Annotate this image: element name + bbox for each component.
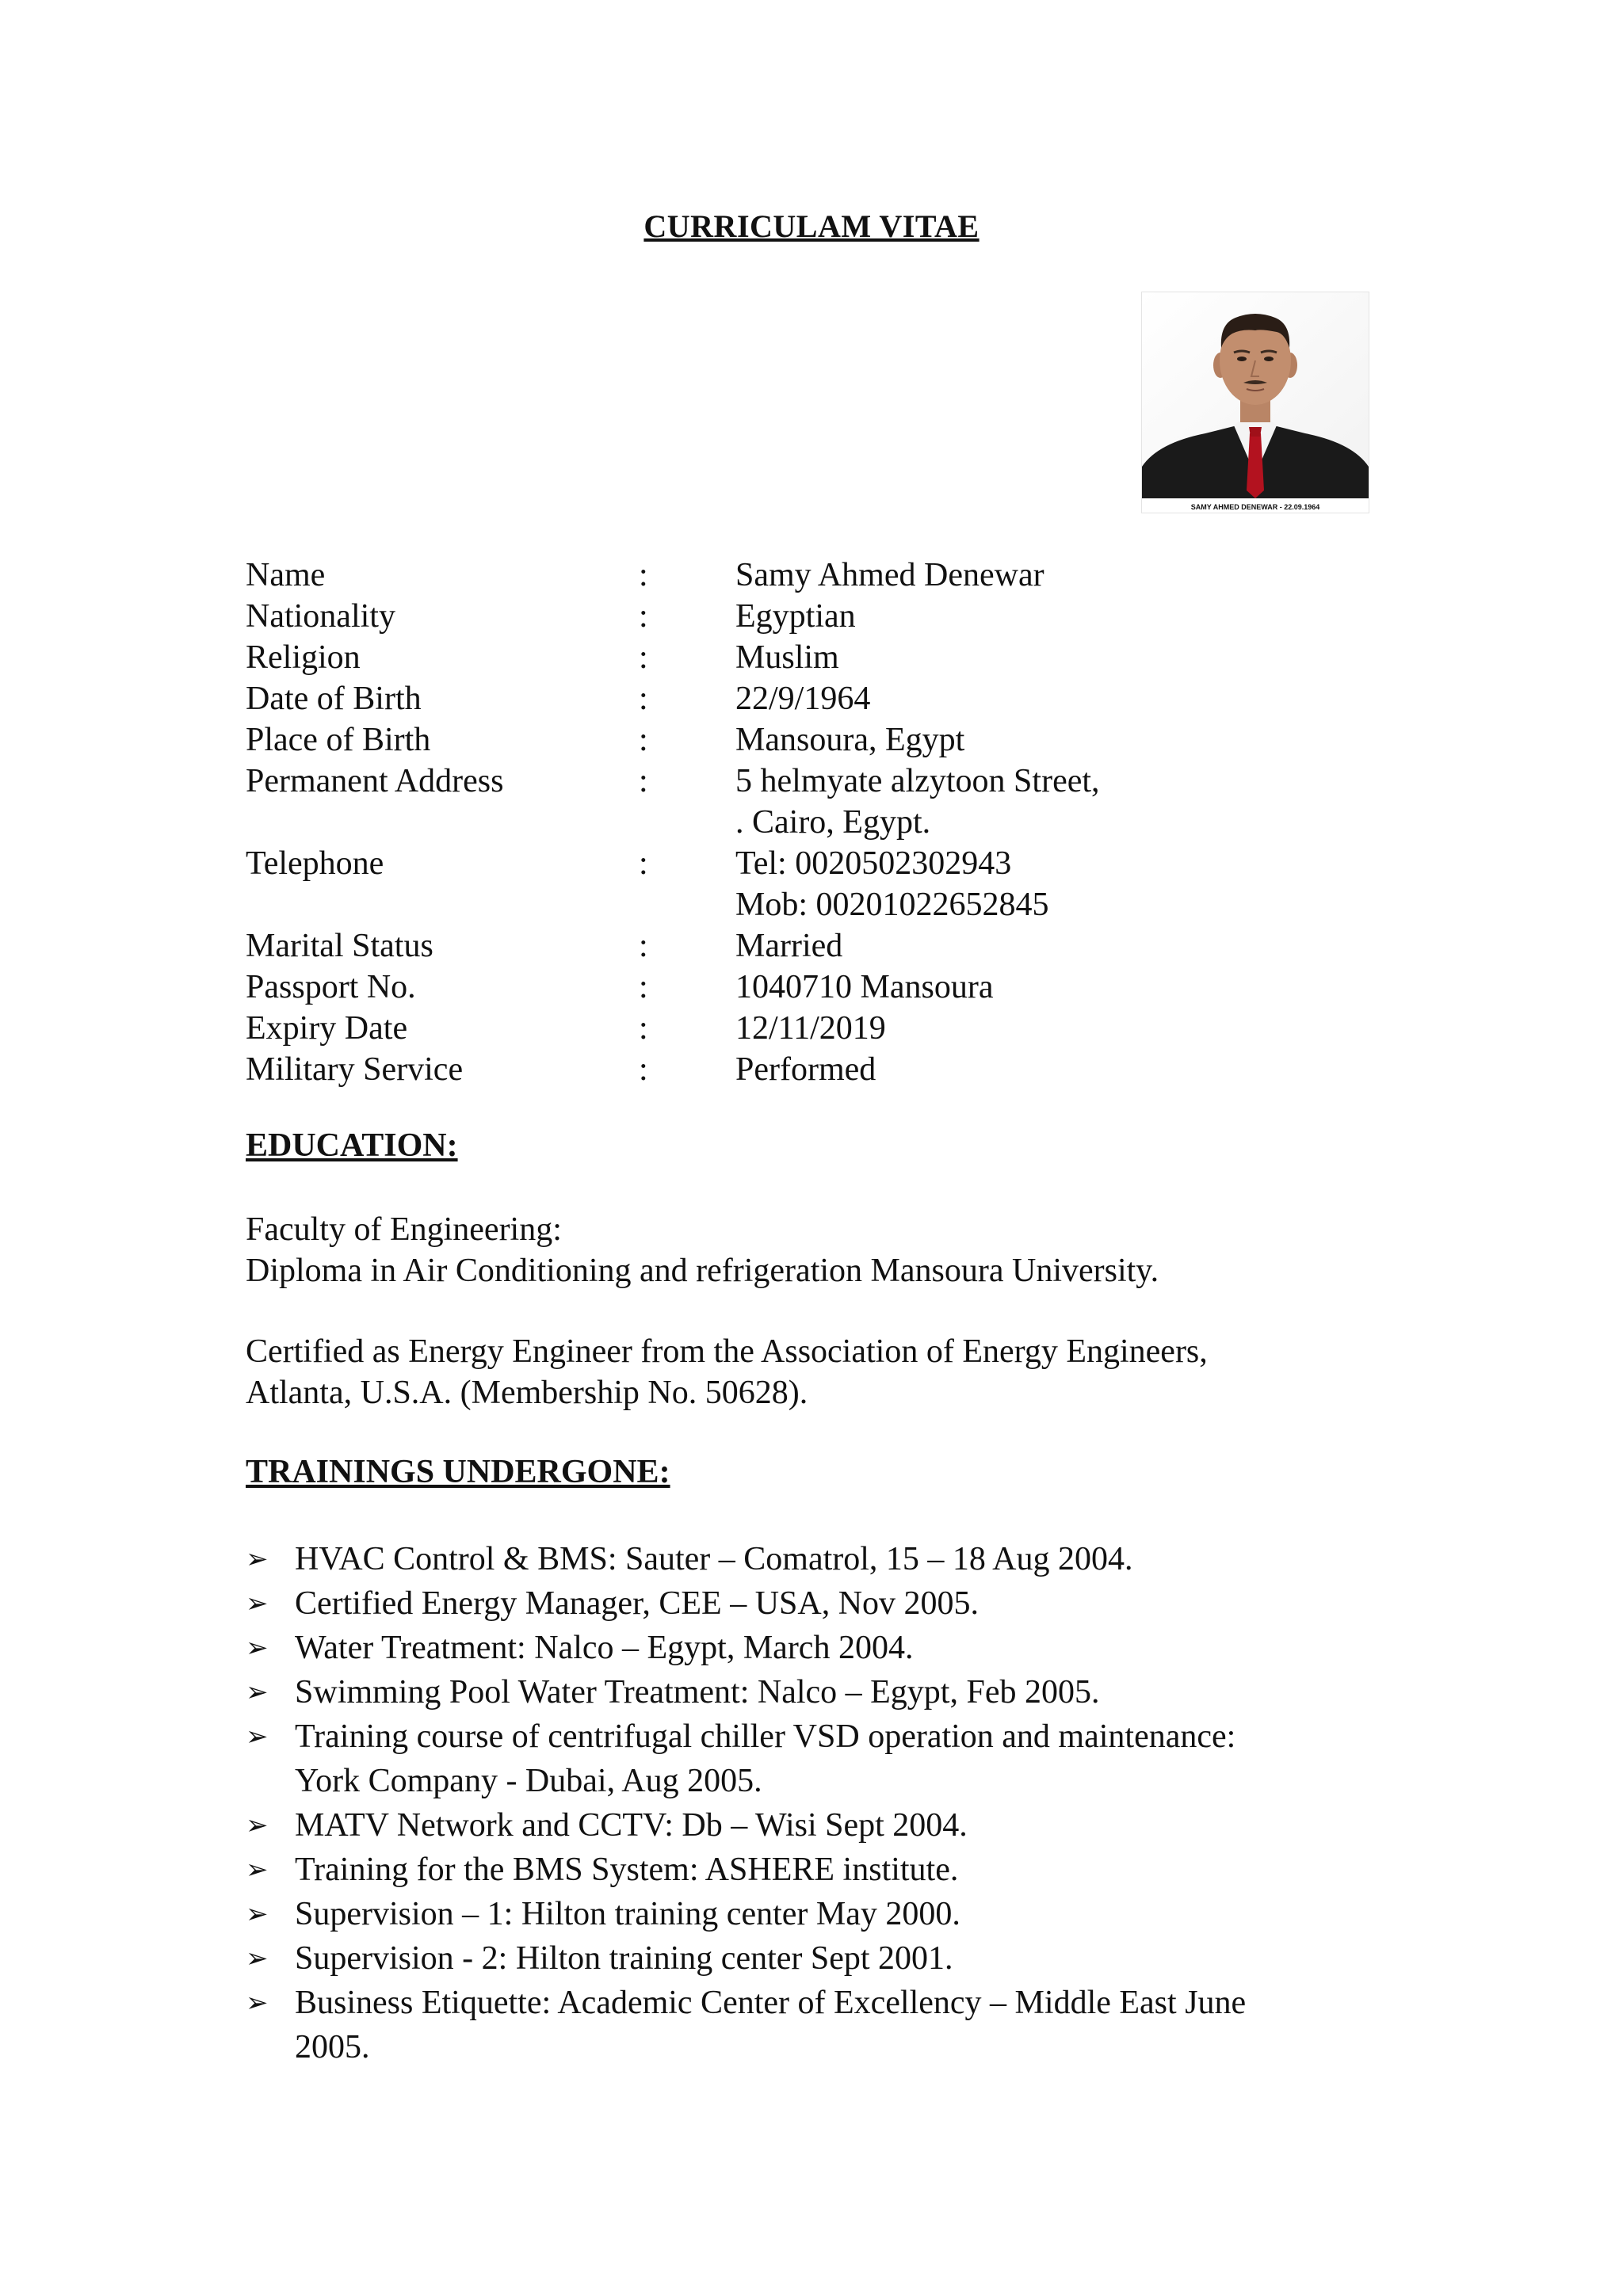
training-item xyxy=(246,1626,1379,1670)
detail-value xyxy=(735,637,1395,678)
training-line: Certified Energy Manager, CEE – USA, Nov 2005. xyxy=(295,1585,980,1622)
detail-value-line: 1040710 Mansoura xyxy=(735,969,994,1005)
training-line: Swimming Pool Water Treatment: Nalco – Egypt, Feb 2005. xyxy=(295,1674,1100,1711)
photo-caption: SAMY AHMED DENEWAR - 22.09.1964 xyxy=(1190,503,1320,511)
detail-value-line: Performed xyxy=(735,1051,876,1088)
detail-row xyxy=(246,843,1395,925)
certification-paragraph xyxy=(246,1331,1395,1413)
detail-row xyxy=(246,719,1395,761)
detail-value-line: Mansoura, Egypt xyxy=(735,722,965,758)
training-item xyxy=(246,1803,1379,1848)
detail-label: Military Service xyxy=(246,1051,464,1088)
detail-row xyxy=(246,596,1395,637)
education-paragraph xyxy=(246,1209,1395,1291)
detail-value xyxy=(735,925,1395,967)
training-item xyxy=(246,1936,1379,1981)
training-line: Training course of centrifugal chiller VSD operation and maintenance: xyxy=(295,1718,1236,1755)
detail-value xyxy=(735,1008,1395,1049)
arrow-bullet-icon: ➢ xyxy=(246,1588,269,1619)
detail-value xyxy=(735,678,1395,719)
detail-row xyxy=(246,1008,1395,1049)
detail-value xyxy=(735,967,1395,1008)
arrow-bullet-icon: ➢ xyxy=(246,1898,269,1930)
detail-value-line: 22/9/1964 xyxy=(735,681,871,717)
trainings-heading: TRAININGS UNDERGONE: xyxy=(246,1454,670,1490)
arrow-bullet-icon: ➢ xyxy=(246,1854,269,1886)
training-line: Business Etiquette: Academic Center of Excellency – Middle East June xyxy=(295,1985,1247,2021)
education-line: Diploma in Air Conditioning and refrigeration Mansoura University. xyxy=(246,1253,1159,1289)
training-text xyxy=(295,1848,1379,1892)
detail-row xyxy=(246,637,1395,678)
detail-value-line: 5 helmyate alzytoon Street, xyxy=(735,763,1100,799)
detail-label: Passport No. xyxy=(246,969,416,1005)
detail-separator: : xyxy=(639,557,648,593)
detail-label: Date of Birth xyxy=(246,681,422,717)
training-item xyxy=(246,1537,1379,1581)
detail-row xyxy=(246,555,1395,596)
detail-separator: : xyxy=(639,763,648,799)
personal-details xyxy=(246,555,1395,1090)
training-line: Supervision – 1: Hilton training center May 2000. xyxy=(295,1896,960,1932)
detail-value-line: Muslim xyxy=(735,639,839,676)
education-line: Faculty of Engineering: xyxy=(246,1211,562,1248)
certification-line: Atlanta, U.S.A. (Membership No. 50628). xyxy=(246,1375,808,1411)
arrow-bullet-icon: ➢ xyxy=(246,1543,269,1575)
portrait-image xyxy=(1142,292,1369,498)
detail-separator: : xyxy=(639,598,648,635)
training-text xyxy=(295,1670,1379,1714)
detail-value-line: Samy Ahmed Denewar xyxy=(735,557,1044,593)
detail-separator: : xyxy=(639,681,648,717)
certification-line: Certified as Energy Engineer from the Association of Energy Engineers, xyxy=(246,1333,1208,1370)
training-line: York Company - Dubai, Aug 2005. xyxy=(295,1763,762,1799)
detail-label: Permanent Address xyxy=(246,763,504,799)
training-text xyxy=(295,1537,1379,1581)
training-text xyxy=(295,1981,1379,2069)
arrow-bullet-icon: ➢ xyxy=(246,1810,269,1841)
training-line: 2005. xyxy=(295,2029,370,2065)
detail-separator: : xyxy=(639,845,648,882)
detail-value-line: Mob: 00201022652845 xyxy=(735,887,1049,923)
detail-value xyxy=(735,761,1395,843)
training-line: Training for the BMS System: ASHERE institute. xyxy=(295,1852,959,1888)
detail-value-line: 12/11/2019 xyxy=(735,1010,886,1047)
arrow-bullet-icon: ➢ xyxy=(246,1987,269,2019)
training-line: HVAC Control & BMS: Sauter – Comatrol, 15 – 18 Aug 2004. xyxy=(295,1541,1133,1577)
training-text xyxy=(295,1581,1379,1626)
trainings-list xyxy=(246,1537,1379,2069)
detail-label: Expiry Date xyxy=(246,1010,408,1047)
detail-separator: : xyxy=(639,1051,648,1088)
detail-separator: : xyxy=(639,1010,648,1047)
detail-label: Telephone xyxy=(246,845,384,882)
training-text xyxy=(295,1626,1379,1670)
training-item xyxy=(246,1714,1379,1803)
detail-row xyxy=(246,678,1395,719)
training-item xyxy=(246,1670,1379,1714)
detail-row xyxy=(246,761,1395,843)
detail-value-line: . Cairo, Egypt. xyxy=(735,804,931,841)
training-line: Supervision - 2: Hilton training center Sept 2001. xyxy=(295,1940,953,1977)
document-title: CURRICULAM VITAE xyxy=(643,208,980,244)
training-line: MATV Network and CCTV: Db – Wisi Sept 2004. xyxy=(295,1807,968,1844)
detail-label: Religion xyxy=(246,639,361,676)
detail-label: Place of Birth xyxy=(246,722,431,758)
training-item xyxy=(246,1581,1379,1626)
detail-value xyxy=(735,596,1395,637)
detail-value xyxy=(735,719,1395,761)
training-item xyxy=(246,1848,1379,1892)
training-text xyxy=(295,1936,1379,1981)
detail-row xyxy=(246,925,1395,967)
detail-label: Marital Status xyxy=(246,928,433,964)
training-text xyxy=(295,1803,1379,1848)
training-text xyxy=(295,1892,1379,1936)
training-item xyxy=(246,1892,1379,1936)
detail-separator: : xyxy=(639,928,648,964)
detail-value-line: Married xyxy=(735,928,843,964)
detail-separator: : xyxy=(639,639,648,676)
training-line: Water Treatment: Nalco – Egypt, March 2004. xyxy=(295,1630,914,1666)
detail-row xyxy=(246,1049,1395,1090)
training-item xyxy=(246,1981,1379,2069)
detail-separator: : xyxy=(639,722,648,758)
profile-photo xyxy=(1141,292,1369,513)
arrow-bullet-icon: ➢ xyxy=(246,1676,269,1708)
arrow-bullet-icon: ➢ xyxy=(246,1721,269,1753)
detail-value-line: Egyptian xyxy=(735,598,856,635)
detail-label: Nationality xyxy=(246,598,395,635)
detail-value xyxy=(735,1049,1395,1090)
detail-value-line: Tel: 0020502302943 xyxy=(735,845,1012,882)
detail-value xyxy=(735,843,1395,925)
training-text xyxy=(295,1714,1379,1803)
arrow-bullet-icon: ➢ xyxy=(246,1632,269,1664)
detail-value xyxy=(735,555,1395,596)
arrow-bullet-icon: ➢ xyxy=(246,1943,269,1974)
detail-separator: : xyxy=(639,969,648,1005)
education-heading: EDUCATION: xyxy=(246,1127,458,1164)
detail-row xyxy=(246,967,1395,1008)
detail-label: Name xyxy=(246,557,326,593)
